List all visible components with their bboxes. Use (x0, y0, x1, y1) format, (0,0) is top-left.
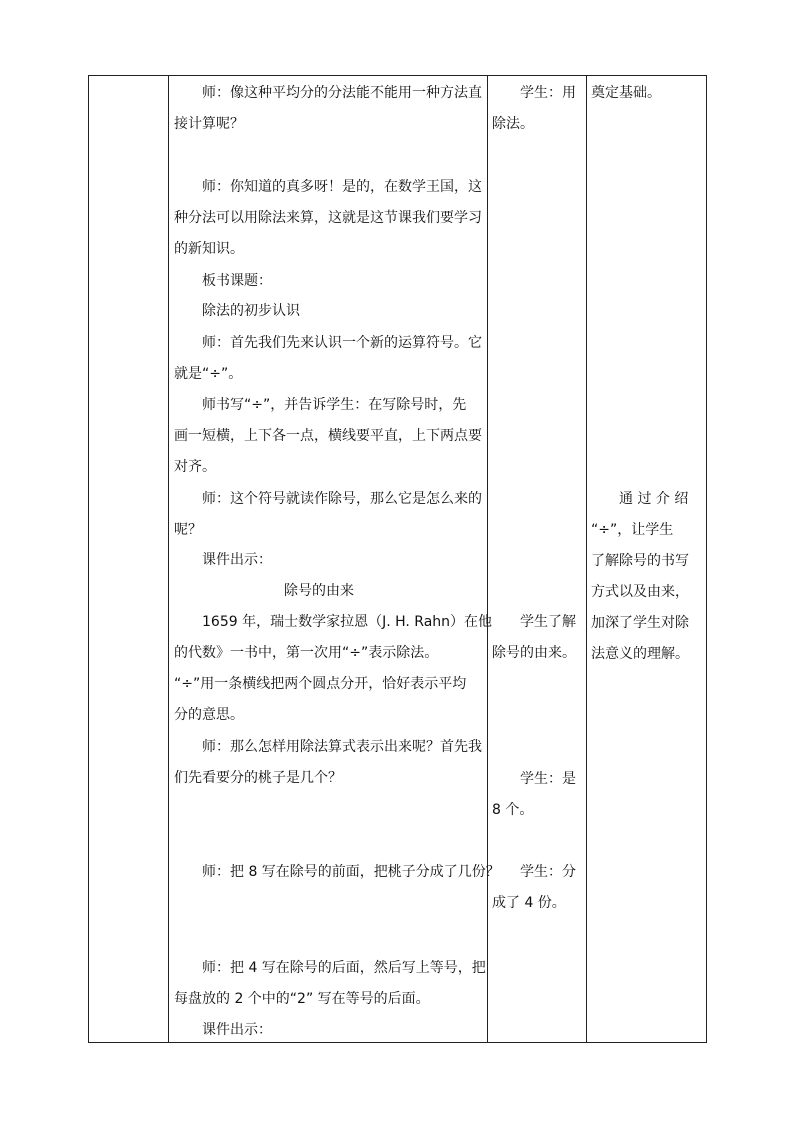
dialogue-paragraph (174, 732, 482, 794)
lesson-title (174, 296, 300, 327)
text-line: 课件出示： (202, 552, 272, 568)
text-line: 的新知识。 (174, 241, 244, 257)
dialogue-paragraph (174, 953, 486, 1015)
dialogue-paragraph (174, 328, 482, 390)
student-response (492, 764, 576, 826)
courseware-heading (284, 576, 354, 607)
design-intent-column (587, 76, 707, 1042)
text-line: 除号的由来 (284, 583, 354, 599)
text-line: 除号的由来。 (492, 645, 576, 661)
dialogue-paragraph (174, 390, 482, 483)
text-line: 每盘放的 2 个中的“2” 写在等号的后面。 (174, 991, 430, 1007)
text-line: 就是“÷”。 (174, 366, 243, 382)
text-line: 1659 年，瑞士数学家拉恩（J. H. Rahn）在他 (202, 614, 493, 630)
empty-first-column (89, 76, 168, 1042)
lesson-plan-table (88, 75, 707, 1043)
dialogue-paragraph (174, 172, 482, 265)
text-line: 成了 4 份。 (492, 895, 566, 911)
text-line: 画一短横，上下各一点，横线要平直，上下两点要 (174, 428, 482, 444)
text-line: 课件出示： (202, 1022, 272, 1038)
text-line: 师：这个符号就读作除号，那么它是怎么来的 (202, 491, 482, 507)
text-line: 呢？ (174, 522, 202, 538)
text-line: 们先看要分的桃子是几个？ (174, 770, 342, 786)
text-line: 加深了学生对除 (591, 615, 689, 631)
text-line: 分的意思。 (174, 707, 244, 723)
dialogue-paragraph (174, 857, 500, 888)
student-response (492, 607, 576, 669)
design-note (591, 484, 689, 670)
text-line: 种分法可以用除法来算，这就是这节课我们要学习 (174, 210, 482, 226)
text-line: 对齐。 (174, 459, 216, 475)
courseware-label (174, 545, 272, 576)
text-line: 师：把 8 写在除号的前面，把桃子分成了几份？ (202, 864, 500, 880)
text-line: 板书课题： (202, 273, 272, 289)
text-line: 除法。 (492, 116, 534, 132)
text-line: 师：首先我们先来认识一个新的运算符号。它 (202, 335, 482, 351)
design-note (591, 78, 661, 109)
text-line: 学生：是 (520, 771, 576, 787)
text-line: 了解除号的书写 (591, 553, 689, 569)
student-response (492, 857, 576, 919)
text-line: “÷”，让学生 (591, 522, 674, 538)
text-line: 的代数》一书中，第一次用“÷”表示除法。 (174, 645, 439, 661)
student-response (492, 78, 576, 140)
text-line: 接计算呢？ (174, 116, 244, 132)
text-line: 师书写“÷”，并告诉学生：在写除号时，先 (202, 397, 467, 413)
text-line: “÷”用一条横线把两个圆点分开，恰好表示平均 (174, 676, 467, 692)
board-title-label (174, 266, 272, 297)
text-line: 8 个。 (492, 802, 534, 818)
courseware-label (174, 1015, 272, 1046)
courseware-paragraph (174, 607, 492, 731)
text-line: 奠定基础。 (591, 85, 661, 101)
dialogue-paragraph (174, 78, 482, 140)
text-line: 师：把 4 写在除号的后面，然后写上等号，把 (202, 960, 486, 976)
student-activity-column (488, 76, 586, 1042)
text-line: 师：那么怎样用除法算式表示出来呢？首先我 (202, 739, 482, 755)
text-line: 师：你知道的真多呀！是的，在数学王国，这 (202, 179, 482, 195)
text-line: 法意义的理解。 (591, 646, 689, 662)
dialogue-paragraph (174, 484, 482, 546)
text-line: 学生：分 (520, 864, 576, 880)
text-line: 学生：用 (520, 85, 576, 101)
text-line: 方式以及由来， (591, 584, 689, 600)
text-line: 学生了解 (520, 614, 576, 630)
teacher-dialogue-column (169, 76, 500, 1042)
text-line: 师：像这种平均分的分法能不能用一种方法直 (202, 85, 482, 101)
text-line: 通 过 介 绍 (619, 491, 689, 507)
text-line: 除法的初步认识 (202, 303, 300, 319)
